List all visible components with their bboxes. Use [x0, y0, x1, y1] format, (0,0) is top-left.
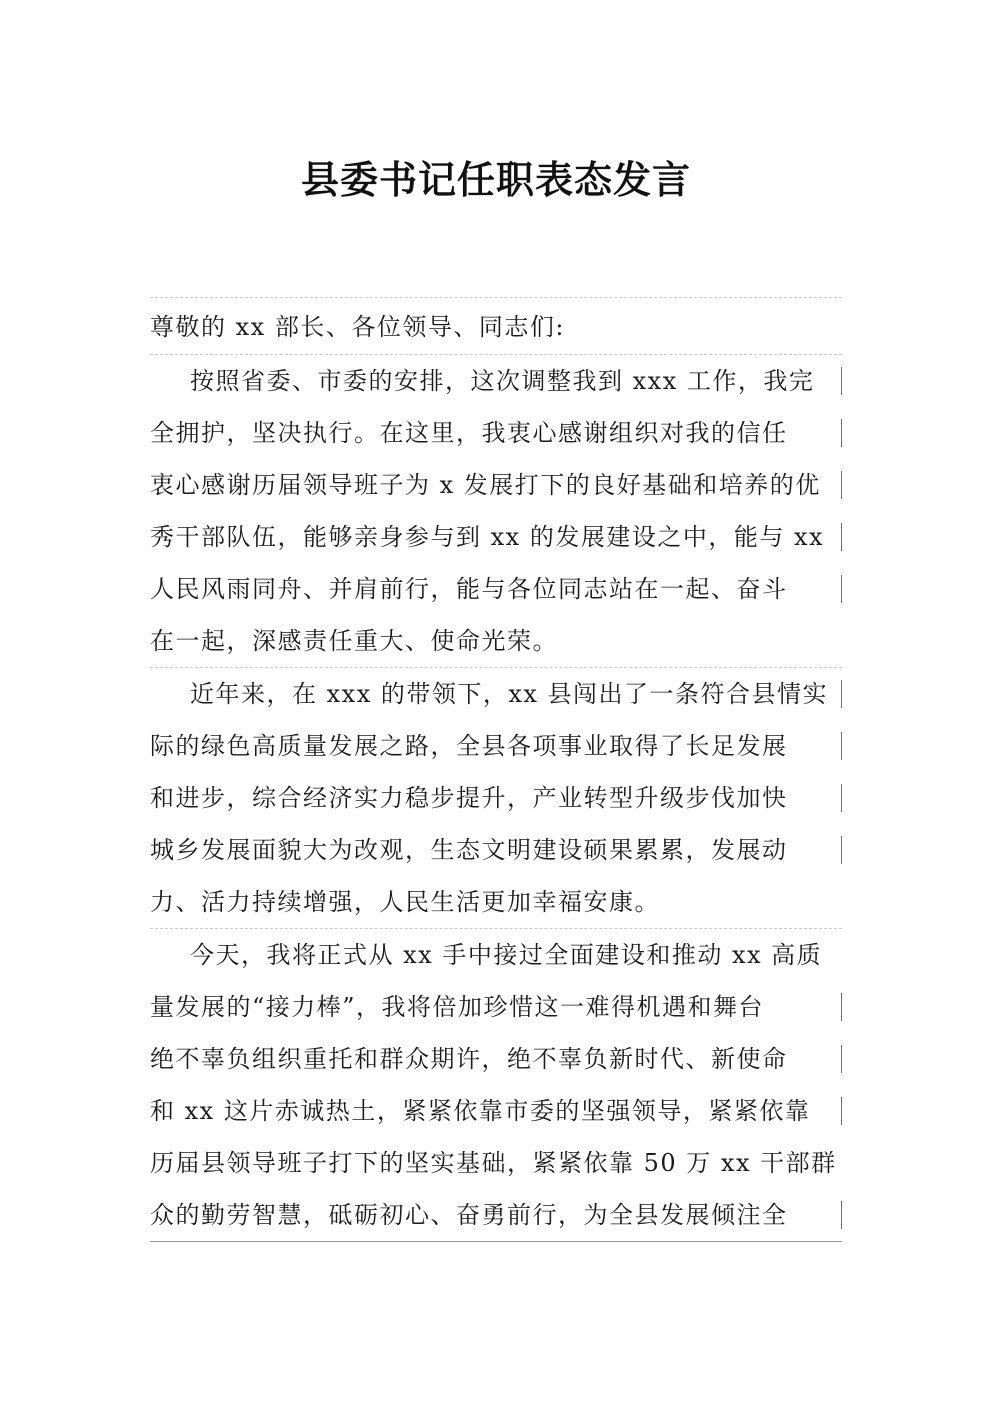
paragraph-line: 秀干部队伍，能够亲身参与到 xx 的发展建设之中，能与 xx — [150, 511, 842, 563]
paragraph-line: 绝不辜负组织重托和群众期许，绝不辜负新时代、新使命 — [150, 1033, 842, 1085]
paragraph-1 — [150, 354, 842, 667]
salutation-line: 尊敬的 xx 部长、各位领导、同志们: — [150, 313, 565, 341]
paragraph-line: 众的勤劳智慧，砥砺初心、奋勇前行，为全县发展倾注全 — [150, 1189, 842, 1241]
paragraph-line: 今天，我将正式从 xx 手中接过全面建设和推动 xx 高质 — [190, 941, 823, 969]
paragraph-line: 人民风雨同舟、并肩前行，能与各位同志站在一起、奋斗 — [150, 563, 842, 615]
document-body — [150, 297, 842, 1242]
paragraph-line: 全拥护，坚决执行。在这里，我衷心感谢组织对我的信任 — [150, 407, 842, 459]
paragraph-line: 际的绿色高质量发展之路，全县各项事业取得了长足发展 — [150, 720, 842, 772]
paragraph-line: 和 xx 这片赤诚热土，紧紧依靠市委的坚强领导，紧紧依靠 — [150, 1085, 842, 1137]
paragraph-2 — [150, 667, 842, 928]
document-title: 县委书记任职表态发言 — [300, 157, 691, 202]
paragraph-line: 城乡发展面貌大为改观，生态文明建设硕果累累，发展动 — [150, 824, 842, 876]
paragraph-line: 和进步，综合经济实力稳步提升，产业转型升级步伐加快 — [150, 772, 842, 824]
paragraph-line: 近年来，在 xxx 的带领下，xx 县闯出了一条符合县情实 — [150, 668, 842, 720]
paragraph-line: 历届县领导班子打下的坚实基础，紧紧依靠 50 万 xx 干部群 — [150, 1149, 837, 1177]
paragraph-line: 衷心感谢历届领导班子为 x 发展打下的良好基础和培养的优 — [150, 459, 842, 511]
salutation-block — [150, 297, 842, 354]
paragraph-line: 力、活力持续增强，人民生活更加幸福安康。 — [150, 888, 660, 916]
paragraph-3 — [150, 928, 842, 1242]
paragraph-line: 按照省委、市委的安排，这次调整我到 xxx 工作，我完 — [150, 355, 842, 407]
paragraph-line: 在一起，深感责任重大、使命光荣。 — [150, 627, 558, 655]
paragraph-line: 量发展的“接力棒”，我将倍加珍惜这一难得机遇和舞台 — [150, 981, 842, 1033]
